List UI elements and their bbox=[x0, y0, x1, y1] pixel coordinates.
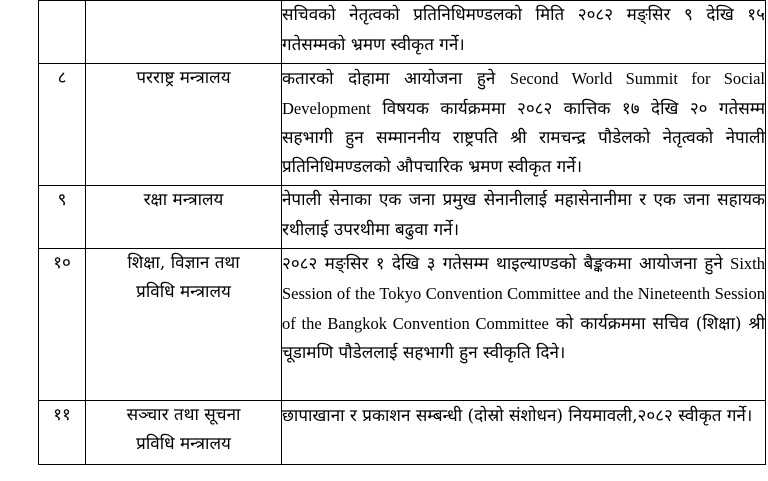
decision-text bbox=[282, 401, 766, 465]
decision-text bbox=[282, 249, 766, 401]
row-number: ९ bbox=[39, 186, 86, 249]
table-row bbox=[39, 249, 766, 401]
decision-text-part: सचिवको नेतृत्वको प्रतिनिधिमण्डलको मिति २०८२ मङ्सिर ९ देखि १५ गतेसम्मको भ्रमण स्वीकृत गर्ने। bbox=[282, 5, 765, 55]
ministry-name bbox=[86, 1, 282, 64]
ministry-line-2: प्रविधि मन्त्रालय bbox=[136, 434, 231, 454]
decision-text bbox=[282, 186, 766, 249]
table-row bbox=[39, 401, 766, 465]
decision-text bbox=[282, 1, 766, 64]
table-row bbox=[39, 1, 766, 64]
ministry-line-1: शिक्षा, विज्ञान तथा bbox=[127, 253, 240, 273]
ministry-name bbox=[86, 64, 282, 186]
table-row bbox=[39, 186, 766, 249]
decision-text-part: छापाखाना र प्रकाशन सम्बन्धी (दोस्रो संशोधन) नियमावली,२०८२ स्वीकृत गर्ने। bbox=[282, 406, 753, 426]
ministry-line-1: परराष्ट्र मन्त्रालय bbox=[136, 68, 231, 88]
decision-text-part: विषयक कार्यक्रममा २०८२ कात्तिक १७ देखि २० गतेसम्म सहभागी हुन सम्माननीय राष्ट्रपति श्री रामचन्द्र पौडेलको नेतृत्वको नेपाली प्रतिनिधिमण्डलको औपचारिक भ्रमण स्वीकृत गर्ने। bbox=[282, 99, 765, 177]
row-number: १० bbox=[39, 249, 86, 401]
table-row bbox=[39, 64, 766, 186]
decision-text-part: नेपाली सेनाका एक जना प्रमुख सेनानीलाई महासेनानीमा र एक जना सहायक रथीलाई उपरथीमा बढुवा गर्ने। bbox=[282, 190, 765, 240]
ministry-line-1: रक्षा मन्त्रालय bbox=[143, 190, 224, 210]
decision-text-part: कतारको दोहामा आयोजना हुने bbox=[282, 69, 510, 89]
decision-text-part: २०८२ मङ्सिर १ देखि ३ गतेसम्म थाइल्याण्डको बैङ्ककमा आयोजना हुने bbox=[282, 254, 731, 274]
decision-text-part: को कार्यक्रममा सचिव (शिक्षा) श्री चूडामणि पौडेललाई सहभागी हुन स्वीकृति दिने। bbox=[282, 314, 765, 363]
row-number bbox=[39, 1, 86, 64]
decision-text bbox=[282, 64, 766, 186]
ministry-line-1: सञ्चार तथा सूचना bbox=[126, 405, 241, 425]
row-number: ८ bbox=[39, 64, 86, 186]
ministry-name bbox=[86, 401, 282, 465]
ministry-name bbox=[86, 186, 282, 249]
ministry-name bbox=[86, 249, 282, 401]
decisions-table bbox=[38, 0, 766, 465]
decision-english-title: Second World Summit for Social Development bbox=[282, 69, 765, 118]
row-number: ११ bbox=[39, 401, 86, 465]
decision-english-title: Sixth Session of the Tokyo Convention Committee and the Nineteenth Session of the Bangkok Convention Committee bbox=[282, 254, 765, 333]
ministry-line-2: प्रविधि मन्त्रालय bbox=[136, 282, 231, 302]
